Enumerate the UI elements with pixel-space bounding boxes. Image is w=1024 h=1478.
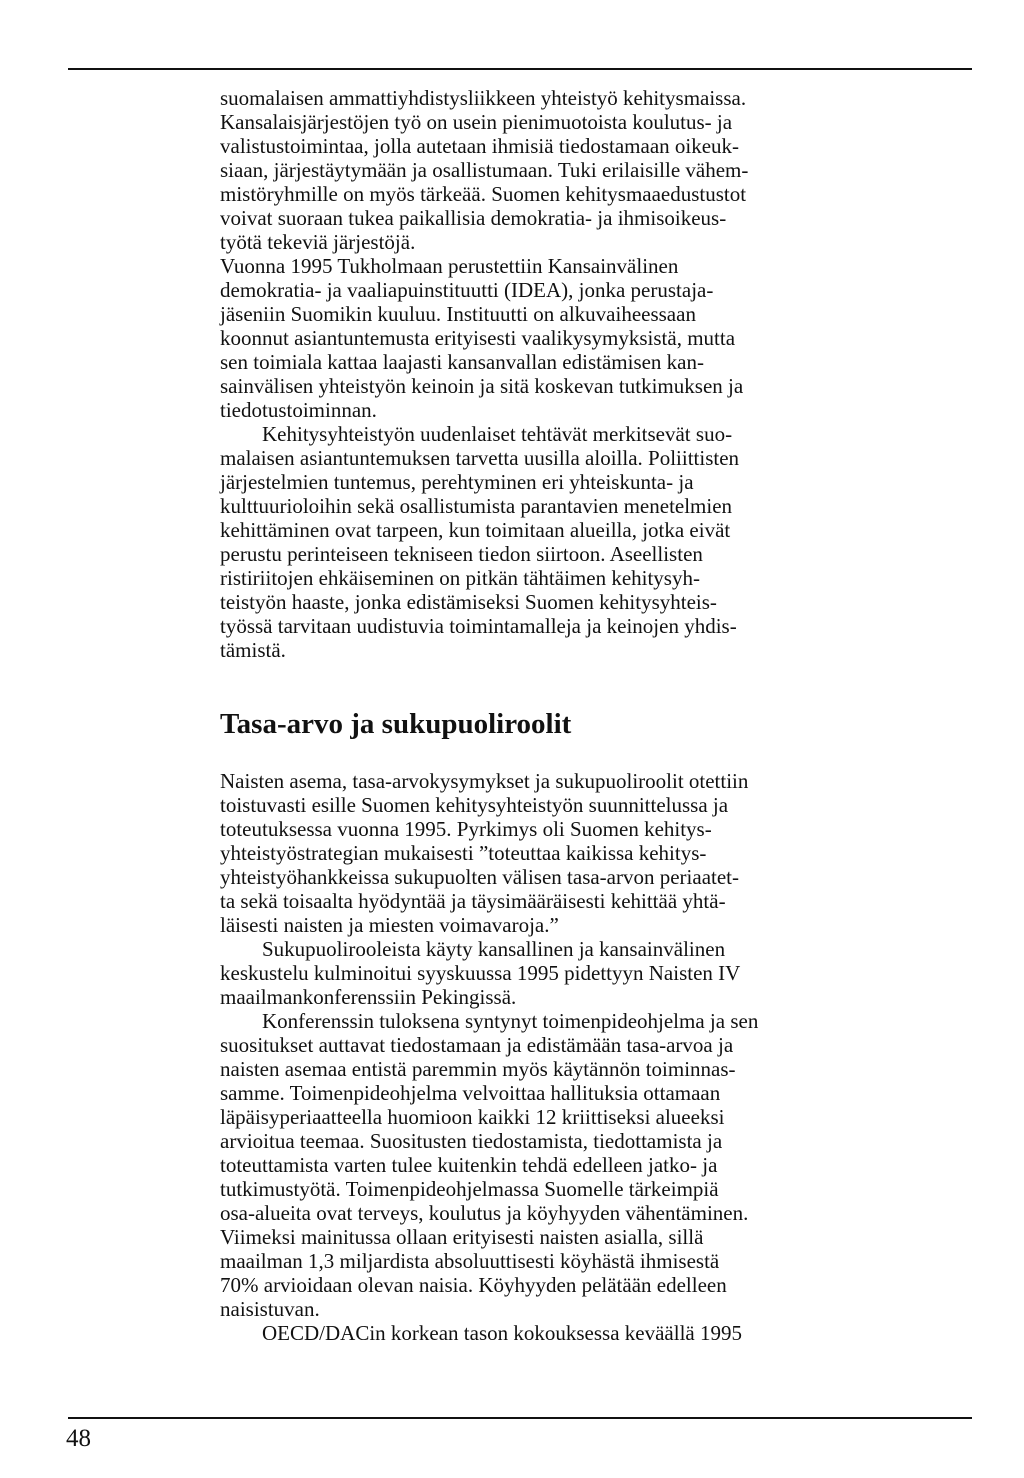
text-line: teistyön haaste, jonka edistämiseksi Suomen kehitysyhteis-: [220, 590, 717, 614]
text-line: jäseniin Suomikin kuuluu. Instituutti on alkuvaiheessaan: [220, 302, 696, 326]
text-line: Konferenssin tuloksena syntynyt toimenpideohjelma ja sen: [262, 1009, 759, 1033]
text-line: OECD/DACin korkean tason kokouksessa keväällä 1995: [262, 1321, 742, 1345]
text-line: naisistuvan.: [220, 1297, 320, 1321]
text-line: maailmankonferenssiin Pekingissä.: [220, 985, 517, 1009]
text-line: läpäisyperiaatteella huomioon kaikki 12 kriittiseksi alueeksi: [220, 1105, 725, 1129]
text-line: naisten asemaa entistä paremmin myös käytännön toiminnas-: [220, 1057, 736, 1081]
text-line: ta sekä toisaalta hyödyntää ja täysimääräisesti kehittää yhtä-: [220, 889, 726, 913]
text-line: voivat suoraan tukea paikallisia demokratia- ja ihmisoikeus-: [220, 206, 727, 230]
text-line: suositukset auttavat tiedostamaan ja edistämään tasa-arvoa ja: [220, 1033, 734, 1057]
text-line: osa-alueita ovat terveys, koulutus ja köyhyyden vähentäminen.: [220, 1201, 749, 1225]
text-line: järjestelmien tuntemus, perehtyminen eri yhteiskunta- ja: [220, 470, 694, 494]
text-line: toteuttamista varten tulee kuitenkin tehdä edelleen jatko- ja: [220, 1153, 718, 1177]
text-line: yhteistyöstrategian mukaisesti ”toteuttaa kaikissa kehitys-: [220, 841, 707, 865]
text-line: työssä tarvitaan uudistuvia toimintamalleja ja keinojen yhdis-: [220, 614, 737, 638]
text-line: siaan, järjestäytymään ja osallistumaan. Tuki erilaisille vähem-: [220, 158, 749, 182]
paragraph: [220, 422, 920, 662]
text-line: toteutuksessa vuonna 1995. Pyrkimys oli Suomen kehitys-: [220, 817, 712, 841]
paragraph: [220, 1321, 920, 1345]
text-line: kulttuurioloihin sekä osallistumista parantavien menetelmien: [220, 494, 733, 518]
paragraph: [220, 1009, 920, 1321]
text-line: tämistä.: [220, 638, 286, 662]
paragraph: [220, 254, 920, 422]
text-column: [220, 86, 920, 1345]
text-line: Kansalaisjärjestöjen työ on usein pienimuotoista koulutus- ja: [220, 110, 733, 134]
text-line: malaisen asiantuntemuksen tarvetta uusilla aloilla. Poliittisten: [220, 446, 740, 470]
text-line: koonnut asiantuntemusta erityisesti vaalikysymyksistä, mutta: [220, 326, 736, 350]
text-line: 70% arvioidaan olevan naisia. Köyhyyden pelätään edelleen: [220, 1273, 727, 1297]
text-line: yhteistyöhankkeissa sukupuolten välisen tasa-arvon periaatet-: [220, 865, 740, 889]
text-line: perustu perinteiseen tekniseen tiedon siirtoon. Aseellisten: [220, 542, 703, 566]
text-line: valistustoimintaa, jolla autetaan ihmisiä tiedostamaan oikeuk-: [220, 134, 740, 158]
text-line: suomalaisen ammattiyhdistysliikkeen yhteistyö kehitysmaissa.: [220, 86, 747, 110]
paragraph: [220, 86, 920, 254]
bottom-rule: [68, 1417, 972, 1419]
text-line: Kehitysyhteistyön uudenlaiset tehtävät merkitsevät suo-: [262, 422, 733, 446]
text-line: arvioitua teemaa. Suositusten tiedostamista, tiedottamista ja: [220, 1129, 723, 1153]
paragraph: [220, 937, 920, 1009]
section-heading: Tasa-arvo ja sukupuoliroolit: [220, 708, 572, 740]
text-line: läisesti naisten ja miesten voimavaroja.”: [220, 913, 559, 937]
text-line: sen toimiala kattaa laajasti kansanvallan edistämisen kan-: [220, 350, 704, 374]
body-text-before-heading: [220, 86, 920, 662]
text-line: kehittäminen ovat tarpeen, kun toimitaan alueilla, jotka eivät: [220, 518, 731, 542]
paragraph: [220, 769, 920, 937]
text-line: Sukupuolirooleista käyty kansallinen ja kansainvälinen: [262, 937, 726, 961]
text-line: Viimeksi mainitussa ollaan erityisesti naisten asialla, sillä: [220, 1225, 704, 1249]
text-line: toistuvasti esille Suomen kehitysyhteistyön suunnittelussa ja: [220, 793, 729, 817]
body-text-after-heading: [220, 769, 920, 1345]
text-line: Vuonna 1995 Tukholmaan perustettiin Kansainvälinen: [220, 254, 679, 278]
text-line: Naisten asema, tasa-arvokysymykset ja sukupuoliroolit otettiin: [220, 769, 749, 793]
text-line: maailman 1,3 miljardista absoluuttisesti köyhästä ihmisestä: [220, 1249, 720, 1273]
text-line: keskustelu kulminoitui syyskuussa 1995 pidettyyn Naisten IV: [220, 961, 741, 985]
text-line: sainvälisen yhteistyön keinoin ja sitä koskevan tutkimuksen ja: [220, 374, 744, 398]
text-line: tiedotustoiminnan.: [220, 398, 377, 422]
text-line: työtä tekeviä järjestöjä.: [220, 230, 416, 254]
text-line: tutkimustyötä. Toimenpideohjelmassa Suomelle tärkeimpiä: [220, 1177, 719, 1201]
text-line: demokratia- ja vaaliapuinstituutti (IDEA), jonka perustaja-: [220, 278, 714, 302]
top-rule: [68, 68, 972, 70]
page-number: 48: [66, 1425, 91, 1452]
text-line: ristiriitojen ehkäiseminen on pitkän tähtäimen kehitysyh-: [220, 566, 700, 590]
text-line: mistöryhmille on myös tärkeää. Suomen kehitysmaaedustustot: [220, 182, 747, 206]
text-line: samme. Toimenpideohjelma velvoittaa hallituksia ottamaan: [220, 1081, 721, 1105]
